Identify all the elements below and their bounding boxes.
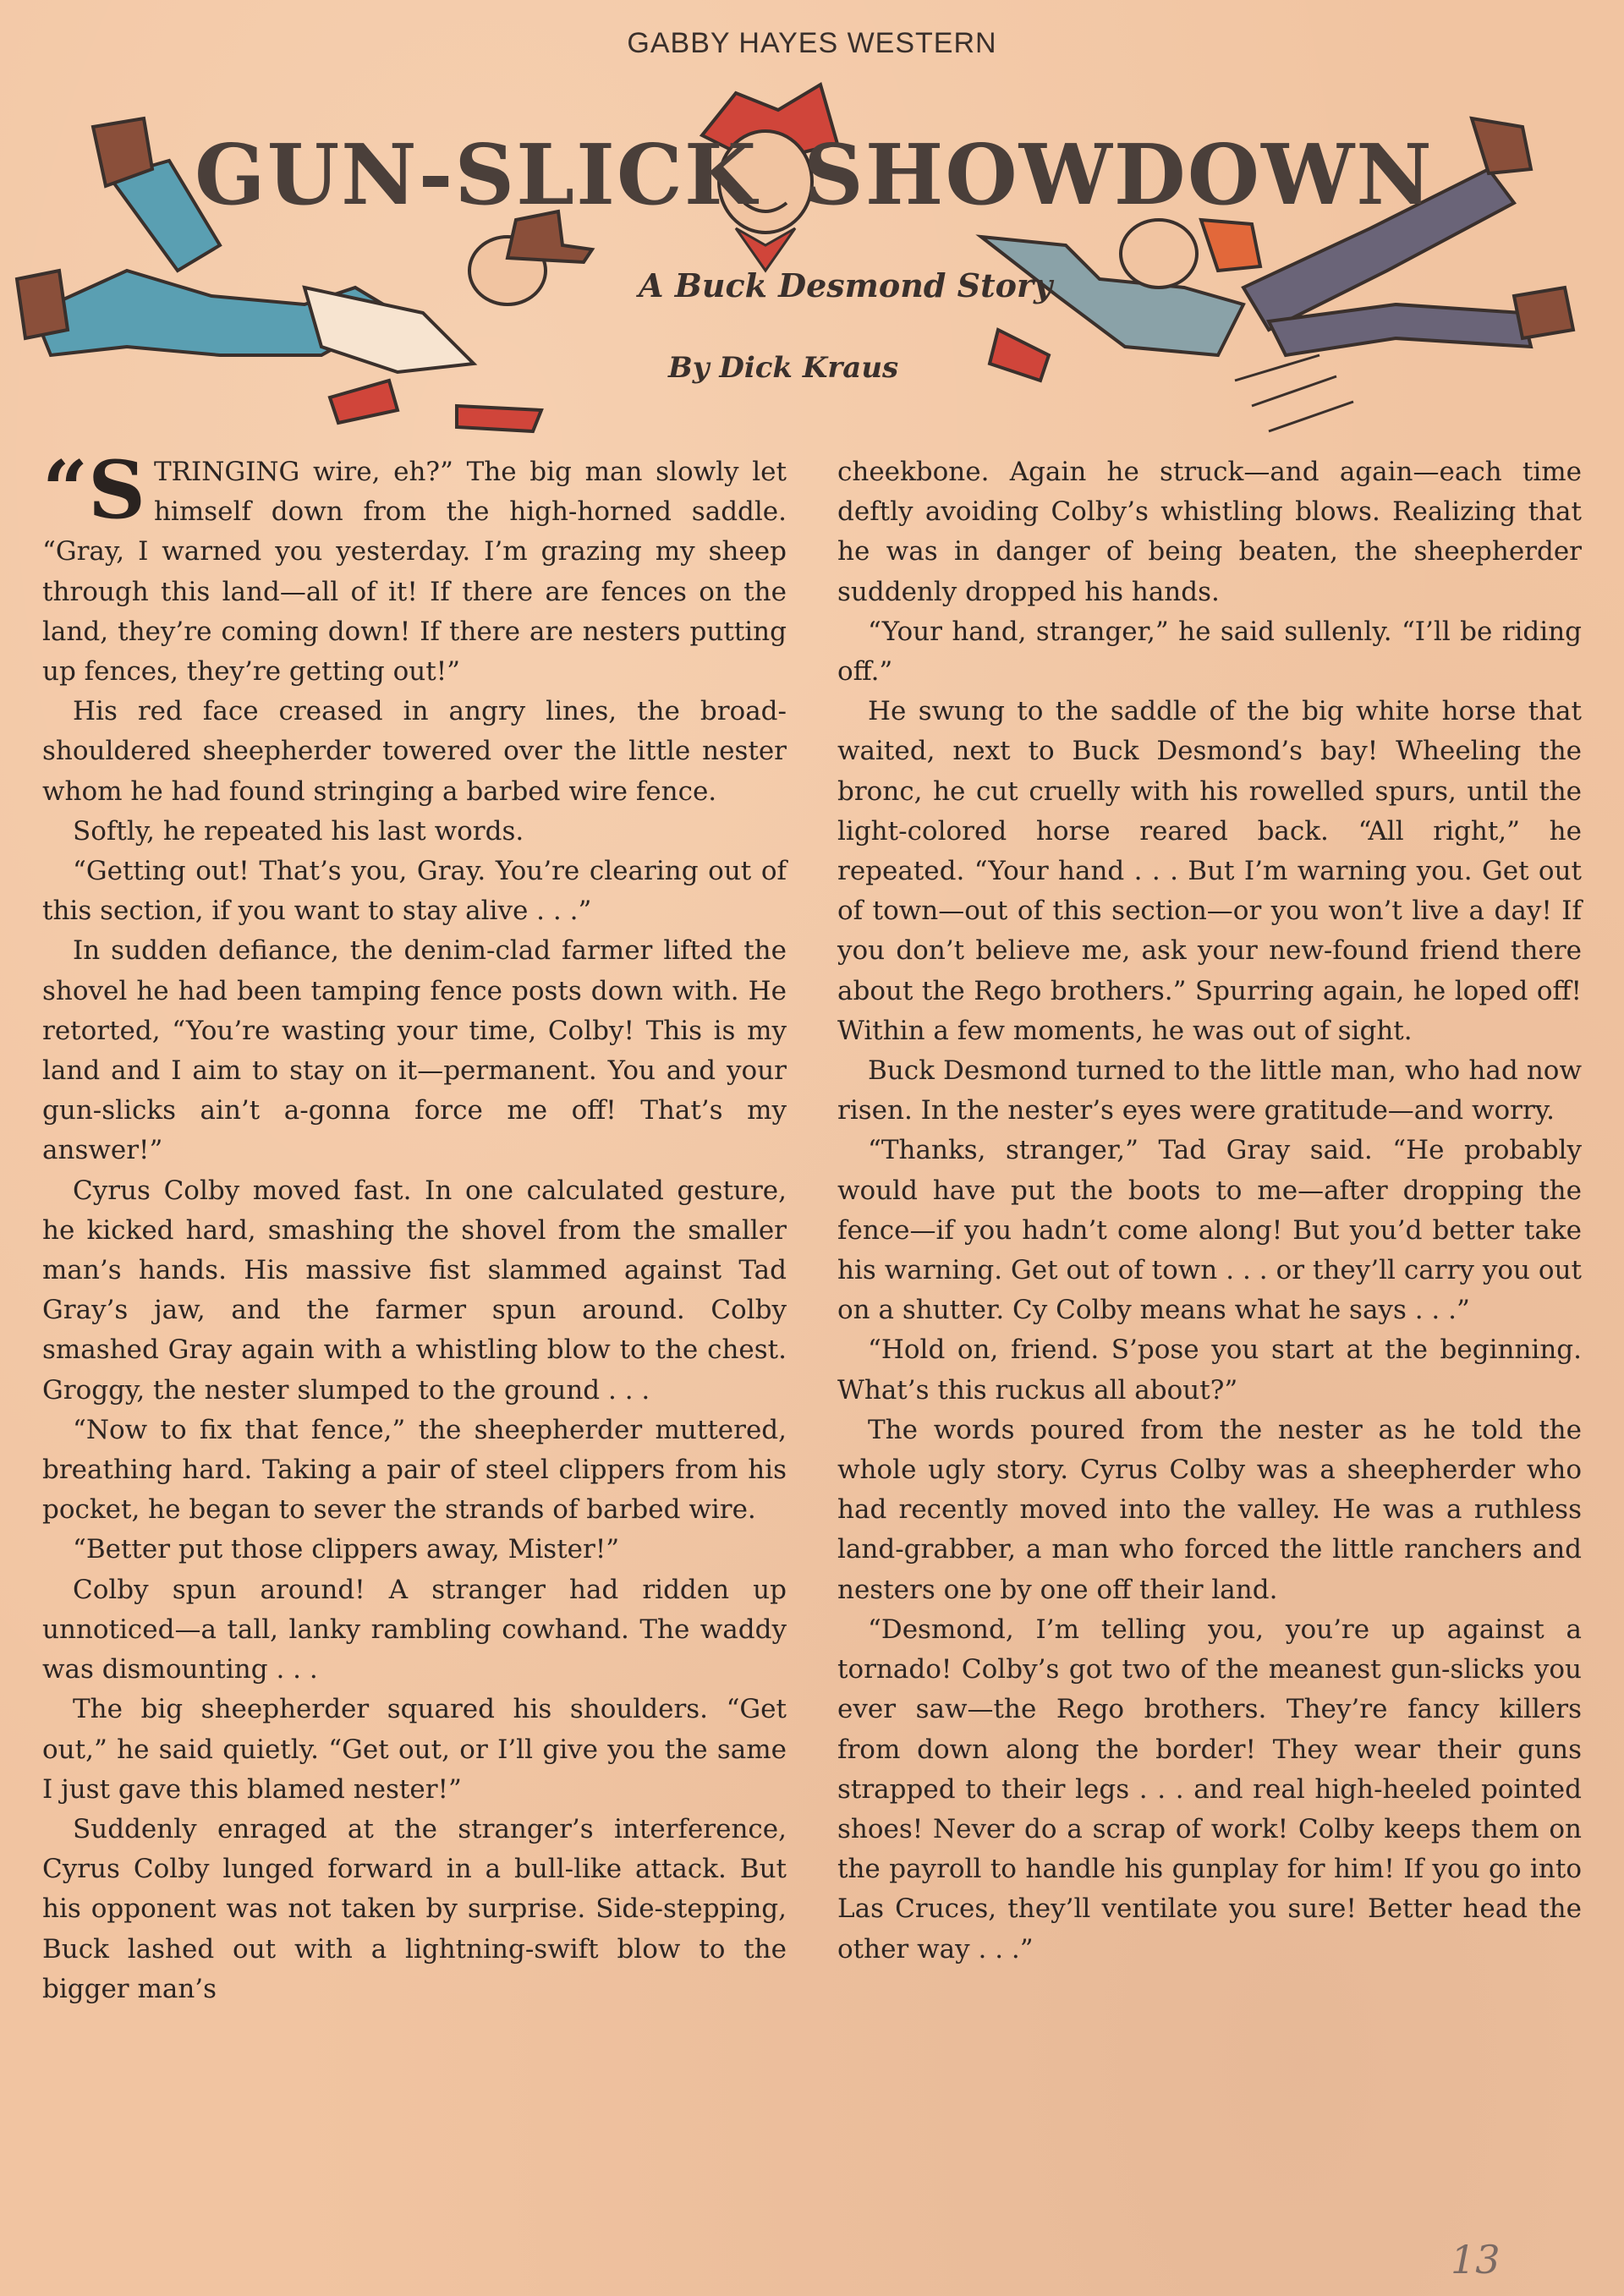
- paragraph: In sudden defiance, the denim-clad farmer lifted the shovel he had been tamping fence posts down with. He retorted, “You’re wasting your time, Colby! This is my land and I aim to stay on it—permanent. You and your gun-slicks ain’t a-gonna force me off! That’s my answer!”: [42, 935, 787, 1166]
- paragraph: [42, 444, 787, 692]
- paragraph-text: TRINGING wire, eh?” The big man slowly let himself down from the high-horned saddle. “Gray, I warned you yesterday. I’m grazing my sheep through this land—all of it! If there are fences on the land, they’re coming down! If there are nesters putting up fences, they’re getting out!”: [42, 457, 787, 688]
- paragraph: “Hold on, friend. S’pose you start at the beginning. What’s this ruckus all about?”: [837, 1334, 1582, 1406]
- drop-cap: [42, 444, 145, 537]
- paragraph: cheekbone. Again he struck—and again—each time deftly avoiding Colby’s whistling blows. Realizing that he was in danger of being beaten, the sheepherder suddenly dropped his hands.: [837, 457, 1582, 607]
- paragraph: “Now to fix that fence,” the sheepherder muttered, breathing hard. Taking a pair of steel clippers from his pocket, he began to sever the strands of barbed wire.: [42, 1414, 787, 1526]
- paragraph: “Thanks, stranger,” Tad Gray said. “He probably would have put the boots to me—after dropping the fence—if you hadn’t come along! But you’d better take his warning. Get out of town . . . or they’ll carry you out on a shutter. Cy Colby means what he says . . .”: [837, 1135, 1582, 1326]
- story-title-right: SHOWDOWN: [804, 127, 1434, 224]
- page-number: 13: [1451, 2237, 1501, 2282]
- paragraph: Suddenly enraged at the stranger’s interference, Cyrus Colby lunged forward in a bull-like attack. But his opponent was not taken by surprise. Side-stepping, Buck lashed out with a lightning-swift blow to the bigger man’s: [42, 1813, 787, 2004]
- paragraph: He swung to the saddle of the big white horse that waited, next to Buck Desmond’s bay! Wheeling the bronc, he cut cruelly with his rowelled spurs, until the light-colored horse reared back. “All right,” he repeated. “Your hand . . . But I’m warning you. Get out of town—out of this section—or you won’t live a day! If you don’t believe me, ask your new-found friend there about the Rego brothers.” Spurring again, he loped off! Within a few moments, he was out of sight.: [837, 696, 1582, 1046]
- paragraph: His red face creased in angry lines, the broad-shouldered sheepherder towered over the little nester whom he had found stringing a barbed wire fence.: [42, 696, 787, 807]
- paragraph: “Desmond, I’m telling you, you’re up against a tornado! Colby’s got two of the meanest gun-slicks you ever saw—the Rego brothers. They’re fancy killers from down along the border! They wear their guns strapped to their legs . . . and real high-heeled pointed shoes! Never do a scrap of work! Colby keeps them on the payroll to handle his gunplay for him! If you go into Las Cruces, they’ll ventilate you sure! Better head the other way . . .”: [837, 1614, 1582, 1964]
- text-column-left: [42, 444, 787, 2009]
- paragraph: Cyrus Colby moved fast. In one calculated gesture, he kicked hard, smashing the shovel from the smaller man’s hands. His massive fist slammed against Tad Gray’s jaw, and the farmer spun around. Colby smashed Gray again with a whistling blow to the chest. Groggy, the nester slumped to the ground . . .: [42, 1175, 787, 1406]
- paragraph: Colby spun around! A stranger had ridden up unnoticed—a tall, lanky rambling cowhand. The waddy was dismounting . . .: [42, 1574, 787, 1685]
- story-subtitle: A Buck Desmond Story: [639, 266, 1053, 304]
- byline: By Dick Kraus: [668, 351, 899, 385]
- paragraph: “Your hand, stranger,” he said sullenly. “I’ll be riding off.”: [837, 616, 1582, 688]
- paragraph: Buck Desmond turned to the little man, who had now risen. In the nester’s eyes were gratitude—and worry.: [837, 1055, 1582, 1126]
- paragraph: Softly, he repeated his last words.: [73, 815, 524, 847]
- paragraph: The big sheepherder squared his shoulders. “Get out,” he said quietly. “Get out, or I’ll give you the same I just gave this blamed nester!”: [42, 1694, 787, 1805]
- drop-cap-quote: “: [42, 444, 89, 537]
- running-head: GABBY HAYES WESTERN: [627, 27, 997, 59]
- paragraph: The words poured from the nester as he told the whole ugly story. Cyrus Colby was a sheepherder who had recently moved into the valley. He was a ruthless land-grabber, a man who forced the little ranchers and nesters one by one off their land.: [837, 1414, 1582, 1605]
- text-column-right: [837, 452, 1582, 1970]
- paragraph: “Getting out! That’s you, Gray. You’re clearing out of this section, if you want to stay alive . . .”: [42, 856, 787, 927]
- story-title-left: GUN-SLICK: [195, 127, 759, 224]
- paragraph: “Better put those clippers away, Mister!”: [73, 1534, 620, 1565]
- drop-cap-letter: S: [88, 444, 145, 537]
